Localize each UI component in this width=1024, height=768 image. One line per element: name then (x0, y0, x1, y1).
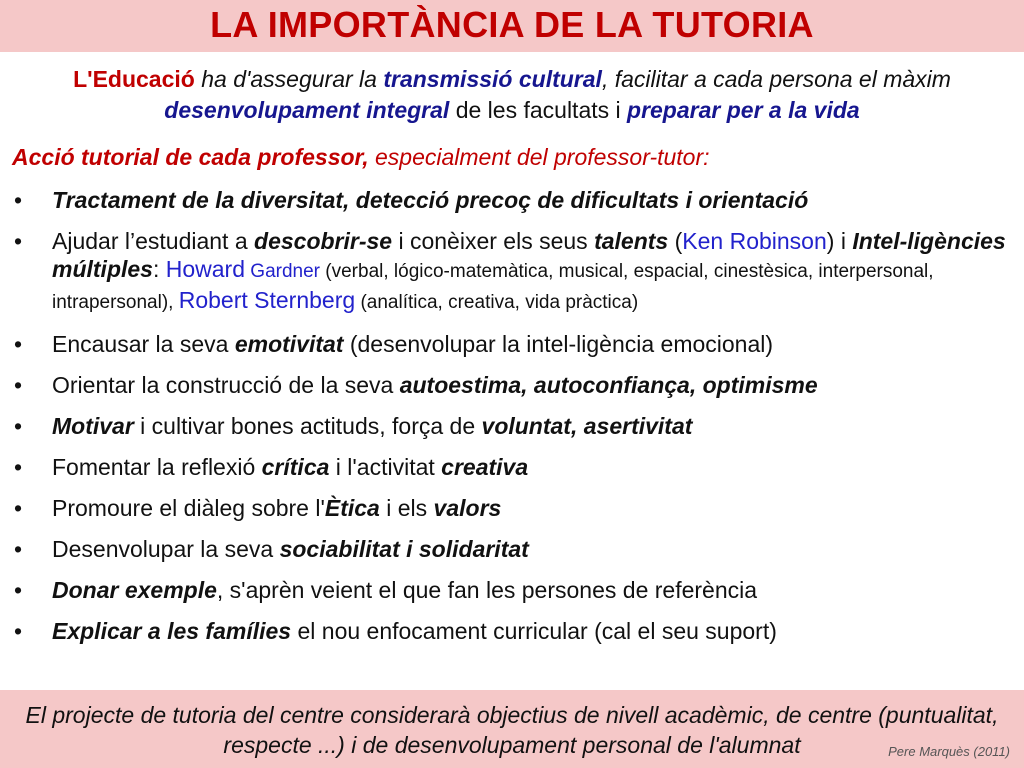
item-text: Desenvolupar la seva (52, 536, 280, 562)
list-item (0, 494, 1010, 522)
list-item (0, 576, 1010, 604)
item-text: Tractament de la diversitat, detecció precoç de dificultats i orientació (52, 187, 809, 213)
intro-text: , facilitar a cada persona el màxim (601, 66, 951, 92)
intro-text: de les facultats i (449, 97, 628, 123)
subtitle-rest: especialment del professor-tutor: (368, 144, 710, 170)
item-keyword: creativa (441, 454, 529, 480)
item-keyword: valors (433, 495, 502, 521)
item-text: ( (668, 228, 683, 254)
item-keyword: descobrir-se (254, 228, 393, 254)
item-author: Robert Sternberg (178, 287, 356, 313)
item-keyword: sociabilitat i solidaritat (279, 536, 529, 562)
subtitle (12, 144, 1012, 171)
bullet-icon: • (14, 413, 23, 439)
item-keyword: Explicar a les famílies (52, 618, 292, 644)
bullet-list (0, 186, 1010, 658)
item-keyword: crítica (261, 454, 330, 480)
list-item (0, 617, 1010, 645)
item-text: Orientar la construcció de la seva (52, 372, 400, 398)
item-keyword: emotivitat (234, 331, 344, 357)
intro-keyword: transmissió cultural (383, 66, 602, 92)
item-text: ) i (826, 228, 853, 254)
list-item (0, 186, 1010, 214)
item-text: Encausar la seva (52, 331, 235, 357)
item-text: (desenvolupar la intel-ligència emocional) (343, 331, 774, 357)
bullet-icon: • (14, 331, 23, 357)
item-keyword: voluntat, asertivitat (481, 413, 693, 439)
item-keyword: Intel-ligències múltiples (52, 228, 1006, 282)
item-text: Ajudar l’estudiant a (52, 228, 255, 254)
item-keyword: autoestima, autoconfiança, optimisme (399, 372, 818, 398)
subtitle-bold: Acció tutorial de cada professor, (12, 144, 369, 170)
list-item (0, 371, 1010, 399)
item-author: Gardner (245, 261, 320, 282)
list-item (0, 412, 1010, 440)
item-text: i conèixer els seus (392, 228, 595, 254)
item-keyword: Motivar (52, 413, 134, 439)
item-text: i els (379, 495, 434, 521)
bullet-icon: • (14, 618, 23, 644)
item-text: (analítica, creativa, vida pràctica) (355, 292, 639, 313)
item-text: i l'activitat (329, 454, 442, 480)
item-keyword: Donar exemple (52, 577, 217, 603)
item-text: Fomentar la reflexió (52, 454, 262, 480)
bullet-icon: • (14, 495, 23, 521)
bullet-icon: • (14, 536, 23, 562)
item-keyword: talents (594, 228, 669, 254)
item-text: i cultivar bones actituds, força de (133, 413, 482, 439)
list-item (0, 453, 1010, 481)
list-item (0, 330, 1010, 358)
item-author: Howard (165, 256, 246, 282)
bullet-icon: • (14, 372, 23, 398)
footer-text: El projecte de tutoria del centre considerarà objectius de nivell acadèmic, de centre (puntualitat, respecte ...) i de desenvolupament personal de l'alumnat (25, 702, 999, 758)
bullet-icon: • (14, 577, 23, 603)
intro-paragraph (16, 64, 1008, 126)
intro-text: ha d'assegurar la (194, 66, 384, 92)
item-text: el nou enfocament curricular (cal el seu suport) (291, 618, 777, 644)
item-keyword: Ètica (324, 495, 380, 521)
item-text: : (152, 256, 166, 282)
page-title: LA IMPORTÀNCIA DE LA TUTORIA (210, 4, 814, 45)
bullet-icon: • (14, 228, 23, 254)
credit-text: Pere Marquès (2011) (888, 744, 1010, 759)
intro-keyword: preparar per a la vida (627, 97, 860, 123)
item-text: Promoure el diàleg sobre l' (52, 495, 325, 521)
intro-keyword: desenvolupament integral (164, 97, 450, 123)
item-author: Ken Robinson (682, 228, 827, 254)
item-text: (verbal, lógico-matemàtica, musical, espacial, cinestèsica, interpersonal, intrapersonal), (52, 261, 934, 313)
intro-keyword: L'Educació (73, 66, 195, 92)
list-item (0, 535, 1010, 563)
bullet-icon: • (14, 454, 23, 480)
bullet-icon: • (14, 187, 23, 213)
item-text: , s'aprèn veient el que fan les persones de referència (216, 577, 758, 603)
list-item (0, 227, 1010, 317)
